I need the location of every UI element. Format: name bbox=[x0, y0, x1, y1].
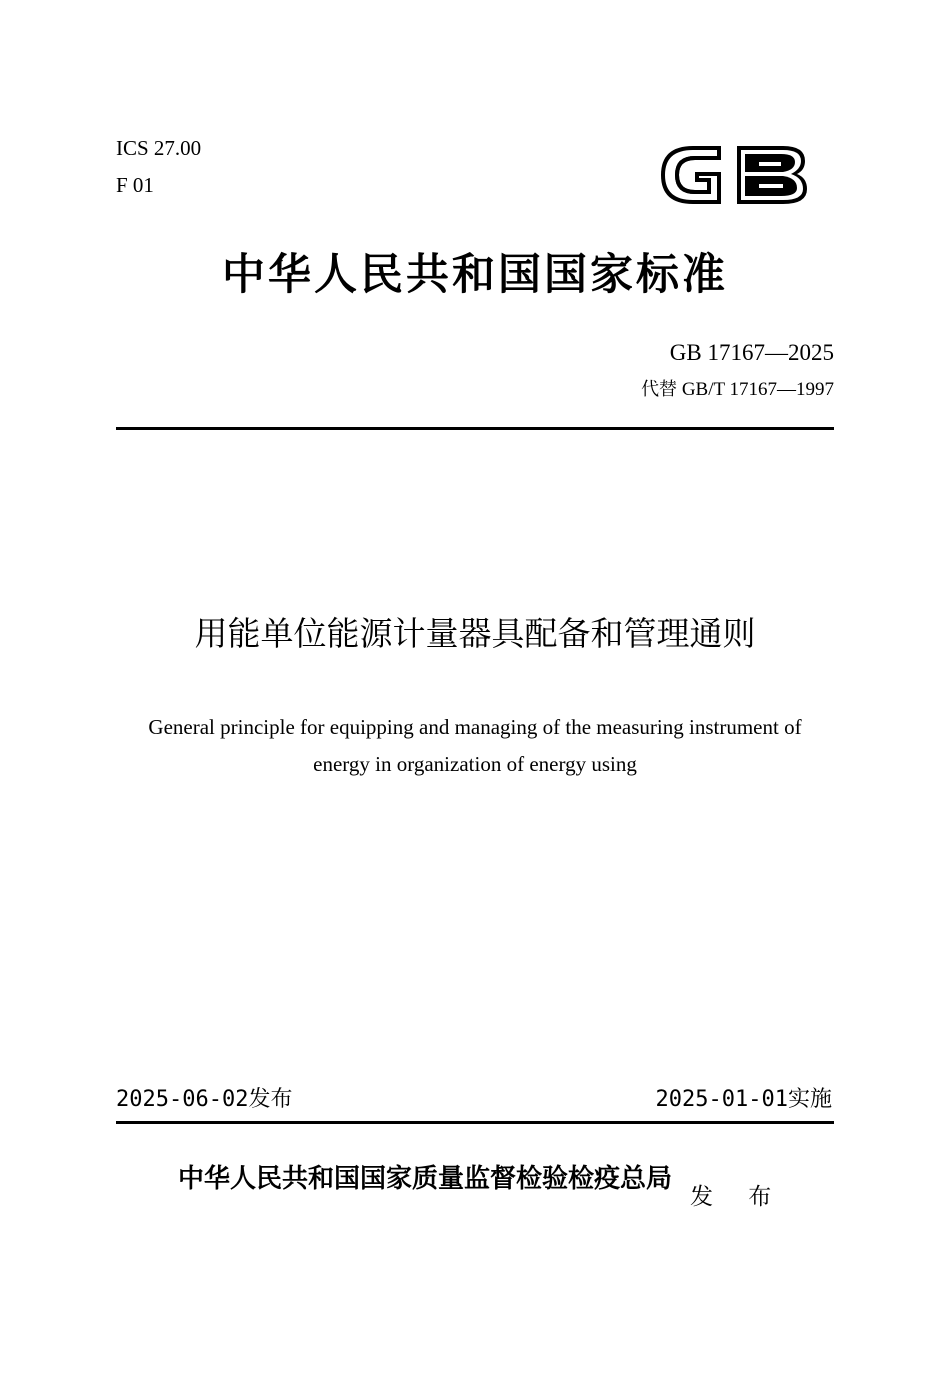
gb-logo bbox=[655, 136, 811, 214]
english-title-line-1: General principle for equipping and managing of the measuring instrument of bbox=[148, 715, 802, 739]
publish-label: 发布 bbox=[248, 1087, 293, 1112]
english-title bbox=[116, 709, 834, 783]
standard-number: GB 17167—2025 bbox=[669, 340, 834, 365]
issuer-name: 中华人民共和国国家质量监督检验检疫总局 bbox=[178, 1164, 673, 1194]
top-divider bbox=[116, 427, 834, 430]
replaces-number: GB/T 17167—1997 bbox=[681, 379, 834, 400]
implement-date: 2025-01-01 bbox=[655, 1087, 788, 1112]
publish-date-line bbox=[116, 1084, 292, 1116]
publish-date: 2025-06-02 bbox=[116, 1087, 249, 1112]
issue-label: 发 布 bbox=[690, 1184, 786, 1210]
implement-date-line bbox=[656, 1084, 832, 1116]
replaces-label: 代替 bbox=[641, 379, 678, 400]
chinese-title: 用能单位能源计量器具配备和管理通则 bbox=[194, 614, 756, 653]
ics-code: ICS 27.00 bbox=[116, 136, 202, 160]
replaces-line bbox=[641, 378, 834, 402]
english-title-line-2: energy in organization of energy using bbox=[313, 752, 637, 776]
bottom-divider bbox=[116, 1121, 834, 1124]
ccs-code: F 01 bbox=[116, 173, 154, 197]
national-standard-title: 中华人民共和国国家标准 bbox=[222, 250, 728, 300]
implement-label: 实施 bbox=[787, 1087, 832, 1112]
